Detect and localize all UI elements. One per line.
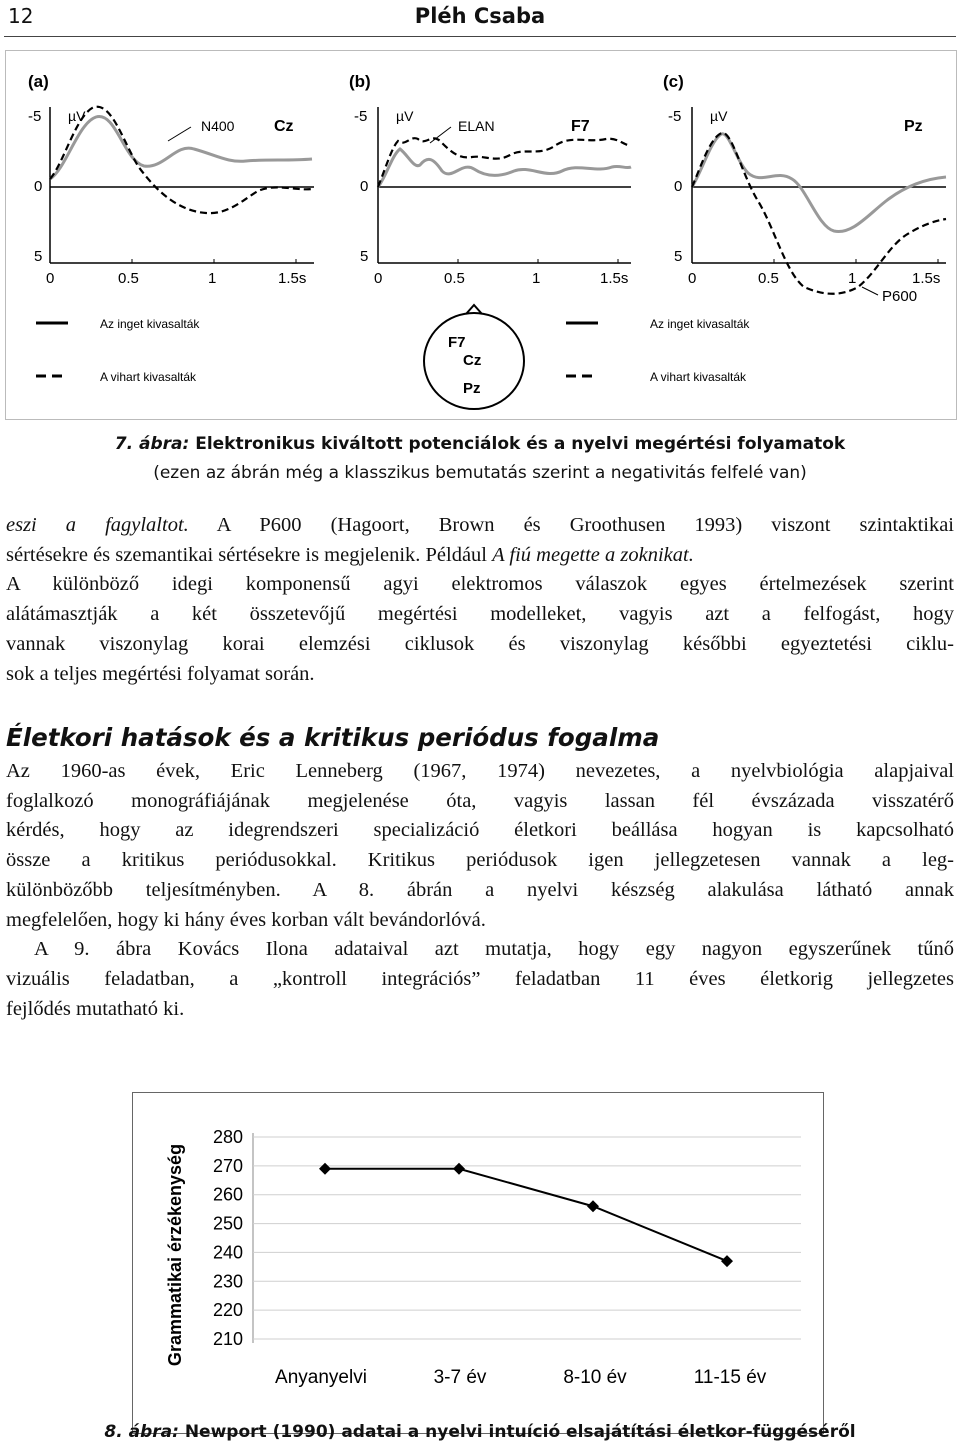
caption-text: Elektronikus kiváltott potenciálok és a nyelvi megértési folyamatok <box>189 434 846 454</box>
x-tick: 0.5 <box>118 270 139 287</box>
panel-label: (b) <box>349 72 371 91</box>
electrode-cz: Cz <box>463 352 482 369</box>
x-tick: 0.5 <box>758 270 779 287</box>
text-line: fejlődés mutatható ki. <box>6 997 185 1020</box>
y-tick-label: 260 <box>212 1184 243 1205</box>
x-tick: 1 <box>208 270 217 287</box>
unit-label: µV <box>710 108 728 124</box>
y-tick-label: 280 <box>212 1127 243 1147</box>
x-tick: 1.5s <box>600 270 629 287</box>
legend-solid-label: Az inget kivasalták <box>650 317 750 331</box>
italic-example: A fiú megette a zoknikat. <box>492 543 694 566</box>
figure-7 <box>5 50 957 420</box>
y-tick: 5 <box>34 248 43 265</box>
x-category-label: 11-15 év <box>693 1367 767 1388</box>
y-axis-label: Grammatikai érzékenység <box>165 1143 185 1367</box>
paragraph-2 <box>6 757 954 1024</box>
solid-wave <box>50 117 312 179</box>
y-tick: 5 <box>360 248 369 265</box>
italic-example: eszi a fagylaltot. <box>6 514 189 536</box>
x-tick: 0 <box>688 270 697 287</box>
figure-8-chart <box>132 1092 824 1434</box>
legend-dashed-label: A vihart kivasalták <box>650 370 747 384</box>
legend-right <box>566 317 750 384</box>
legend-left <box>36 317 200 384</box>
electrode-label: F7 <box>571 118 590 135</box>
y-tick: -5 <box>668 108 682 125</box>
series-line <box>325 1169 727 1261</box>
text-line: sértésekre és szemantikai sértésekre is megjelenik. Például A fiú megette a zoknikat. <box>6 543 694 566</box>
erp-panel-c <box>663 72 946 305</box>
page-header <box>0 0 960 40</box>
legend-dashed-label: A vihart kivasalták <box>100 370 197 384</box>
text-line: megfelelően, hogy ki hány éves korban vált bevándorlóvá. <box>6 908 486 931</box>
caption-lead: 7. ábra: <box>114 434 190 454</box>
header-rule <box>4 36 956 37</box>
y-tick: 5 <box>674 248 683 265</box>
data-point <box>587 1200 599 1212</box>
x-tick: 0 <box>46 270 55 287</box>
y-tick-label: 230 <box>212 1271 243 1292</box>
caption-text: Newport (1990) adatai a nyelvi intuíció elsajátítási életkor-függéséről <box>178 1422 856 1442</box>
text-line: különbözőbb teljesítményben. A 8. ábrán a nyelvi készség alakulása látható annak <box>6 878 954 901</box>
y-tick-label: 270 <box>212 1155 243 1176</box>
y-tick: 0 <box>34 178 43 195</box>
component-label: ELAN <box>458 118 495 134</box>
panel-label: (a) <box>28 72 49 91</box>
erp-panel-b <box>349 72 631 287</box>
x-tick: 0.5 <box>444 270 465 287</box>
y-tick: 0 <box>674 178 683 195</box>
paragraph-1 <box>6 511 954 689</box>
figure-7-caption <box>0 434 960 454</box>
x-category-label: 3-7 év <box>433 1367 487 1388</box>
y-tick-label: 210 <box>212 1329 243 1349</box>
text-line: foglalkozó monográfiájának megjelenése óta, vagyis lassan fél évszázada visszatérő <box>6 789 954 812</box>
x-tick: 1.5s <box>278 270 307 287</box>
text-line: vizuális feladatban, a „kontroll integrációs” feladatban 11 éves életkorig jellegzetes <box>6 967 954 990</box>
y-tick: -5 <box>354 108 368 125</box>
page-number: 12 <box>8 4 34 28</box>
text-line: eszi a fagylaltot. A P600 (Hagoort, Brown és Groothusen 1993) viszont szintaktikai <box>6 514 955 536</box>
x-tick: 0 <box>374 270 383 287</box>
panel-label: (c) <box>663 72 684 91</box>
electrode-label: Pz <box>904 118 923 135</box>
x-tick: 1 <box>848 270 857 287</box>
component-label-p600: P600 <box>882 288 918 305</box>
x-category-label: 8-10 év <box>563 1367 627 1388</box>
unit-label: µV <box>68 108 86 124</box>
y-tick-label: 220 <box>212 1300 243 1321</box>
data-point <box>453 1163 465 1175</box>
head-diagram <box>424 305 524 409</box>
data-point <box>721 1255 733 1267</box>
figure-8-caption <box>0 1422 960 1442</box>
text-line: A 9. ábra Kovács Ilona adataival azt mutatja, hogy egy nagyon egyszerűnek tűnő <box>34 938 954 961</box>
dashed-wave <box>378 138 631 187</box>
y-tick-label: 250 <box>212 1213 243 1234</box>
dashed-wave <box>692 133 946 294</box>
y-tick: 0 <box>360 178 369 195</box>
text-line: sok a teljes megértési folyamat során. <box>6 662 315 685</box>
x-tick: 1 <box>532 270 541 287</box>
text-line: Az 1960-as évek, Eric Lenneberg (1967, 1974) nevezetes, a nyelvbiológia alapjaival <box>6 760 954 782</box>
text-line: össze a kritikus periódusokkal. Kritikus periódusok igen jellegzetesen vannak a leg- <box>6 849 954 872</box>
solid-wave <box>692 134 946 232</box>
text-line: vannak viszonylag korai elemzési ciklusok és viszonylag későbbi egyeztetési ciklu- <box>6 632 954 655</box>
electrode-f7: F7 <box>448 334 466 351</box>
x-tick: 1.5s <box>912 270 941 287</box>
unit-label: µV <box>396 108 414 124</box>
electrode-label: Cz <box>274 118 294 135</box>
section-heading: Életkori hatások és a kritikus periódus fogalma <box>6 723 660 752</box>
text-line: alátámasztják a két összetevőjű megértési modelleket, vagyis azt a felfogást, hogy <box>6 603 954 626</box>
text-line: kérdés, hogy az idegrendszeri specializáció életkori beállása hogyan is kapcsolható <box>6 819 954 842</box>
legend-solid-label: Az inget kivasalták <box>100 317 200 331</box>
component-label: N400 <box>201 118 235 134</box>
solid-wave <box>378 149 631 187</box>
text-line: A különböző idegi komponensű agyi elektromos válaszok egyes értelmezések szerint <box>6 573 954 596</box>
y-tick-label: 240 <box>212 1242 243 1263</box>
running-author: Pléh Csaba <box>414 4 546 28</box>
figure-7-caption-line2: (ezen az ábrán még a klasszikus bemutatás szerint a negativitás felfelé van) <box>153 463 807 483</box>
data-point <box>319 1163 331 1175</box>
y-tick: -5 <box>28 108 42 125</box>
erp-panel-a <box>28 72 314 287</box>
x-category-label: Anyanyelvi <box>275 1367 367 1388</box>
caption-lead: 8. ábra: <box>104 1422 179 1442</box>
electrode-pz: Pz <box>463 380 481 397</box>
